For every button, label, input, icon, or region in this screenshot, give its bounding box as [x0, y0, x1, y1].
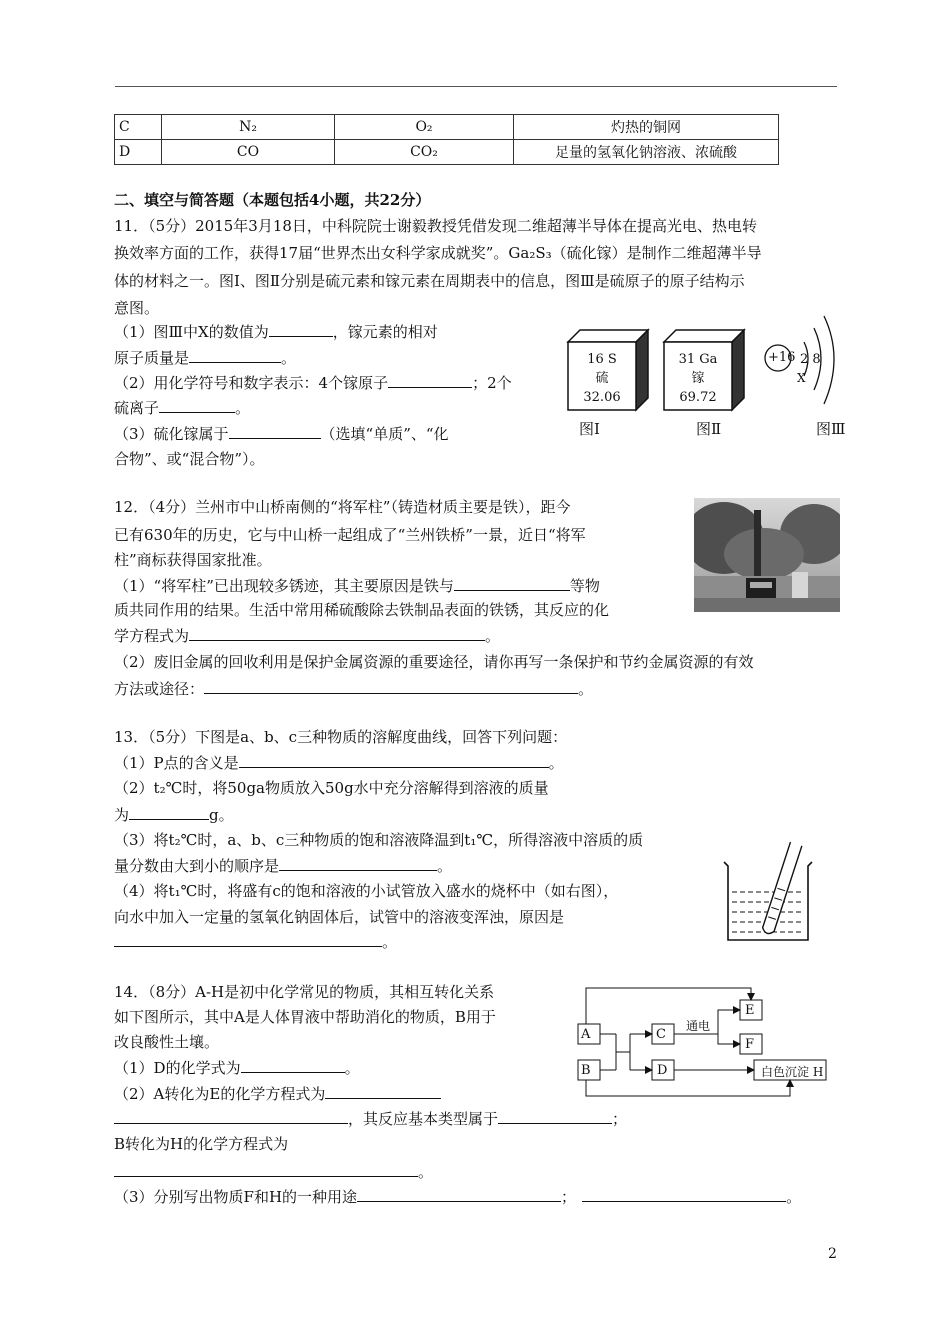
q11-text: ；2个 — [472, 374, 512, 392]
table-row — [115, 140, 779, 165]
q11-part2-cont — [114, 396, 250, 419]
general-pillar-photo — [694, 498, 840, 612]
q12-stem-line: 已有630年的历史，它与中山桥一起组成了“兰州铁桥”一景，近日“将军 — [114, 526, 586, 544]
q13-part2-cont — [114, 803, 234, 826]
q11-stem-line: 意图。 — [114, 299, 160, 317]
q13-part3: （3）将t₂℃时，a、b、c三种物质的饱和溶液降温到t₁℃，所得溶液中溶质的质 — [114, 831, 644, 849]
answer-blank[interactable] — [388, 371, 472, 388]
section-heading: 二、填空与简答题（本题包括4小题，共22分） — [114, 191, 431, 209]
q13-part4-cont: 向水中加入一定量的氢氧化钠固体后，试管中的溶液变浑浊，原因是 — [114, 908, 565, 926]
q11-text: （1）图Ⅲ中X的数值为 — [114, 323, 269, 341]
answer-blank[interactable] — [357, 1185, 561, 1202]
answer-blank[interactable] — [241, 1056, 345, 1073]
conversion-diagram — [572, 978, 838, 1102]
node-f: F — [745, 1037, 755, 1052]
q13-text: 为 — [114, 806, 130, 824]
q12-text: 学方程式为 — [114, 627, 190, 645]
element-name: 硫 — [595, 371, 609, 386]
answer-blank[interactable] — [454, 574, 570, 591]
photo-graphic — [694, 498, 840, 612]
q12-part1-cont — [114, 624, 500, 647]
beaker-graphic — [720, 840, 816, 944]
element-name: 镓 — [691, 371, 705, 386]
table-cell: O₂ — [335, 115, 514, 140]
q11-part2 — [114, 371, 512, 394]
figure-caption: 图Ⅲ — [816, 420, 846, 438]
q12-text: （1）“将军柱”已出现较多锈迹，其主要原因是铁与 — [114, 577, 454, 595]
q11-part1-cont — [114, 346, 296, 369]
q14-part2-cont — [114, 1107, 627, 1130]
q11-part3-cont: 合物”、或“混合物”）。 — [114, 450, 265, 468]
q14-text: ； — [561, 1188, 577, 1206]
answer-blank[interactable] — [239, 751, 549, 768]
q13-text: 。 — [548, 754, 564, 772]
q11-text: 。 — [281, 349, 297, 367]
q11-part3 — [114, 422, 449, 445]
q14-text: （1）D的化学式为 — [114, 1059, 241, 1077]
node-h: 白色沉淀 H — [761, 1065, 824, 1079]
q12-stem-line: 柱”商标获得国家批准。 — [114, 551, 272, 569]
q13-text: 量分数由大到小的顺序是 — [114, 857, 280, 875]
q11-text: （选填“单质”、“化 — [320, 425, 449, 443]
q14-stem-line: 如下图所示，其中A是人体胃液中帮助消化的物质，B用于 — [114, 1008, 496, 1026]
conversion-diagram-graphic — [572, 978, 838, 1102]
atomic-number-symbol: 16 S — [587, 352, 617, 367]
table-cell: N₂ — [162, 115, 335, 140]
q13-stem-line: 13．（5分）下图是a、b、c三种物质的溶解度曲线，回答下列问题： — [114, 728, 568, 746]
answer-blank[interactable] — [229, 422, 321, 439]
q13-part1 — [114, 751, 564, 774]
q13-text: 。 — [437, 857, 453, 875]
q12-text: 。 — [485, 627, 501, 645]
nucleus-charge: +16 — [768, 350, 796, 365]
answer-blank[interactable] — [204, 677, 578, 694]
q14-text: ； — [612, 1110, 628, 1128]
header-rule — [115, 86, 837, 87]
answer-blank[interactable] — [325, 1082, 441, 1099]
q12-part2: （2）废旧金属的回收利用是保护金属资源的重要途径，请你再写一条保护和节约金属资源的有效 — [114, 653, 754, 671]
table-cell: CO₂ — [335, 140, 514, 165]
node-d: D — [657, 1063, 668, 1078]
q11-text: 原子质量是 — [114, 349, 190, 367]
q12-text: 等物 — [569, 577, 600, 595]
atomic-mass: 69.72 — [679, 390, 717, 405]
q11-text: 硫离子 — [114, 399, 160, 417]
arrow-label-electrolysis: 通电 — [686, 1019, 711, 1033]
answer-blank[interactable] — [159, 396, 235, 413]
table-cell: C — [115, 115, 162, 140]
q14-part2 — [114, 1082, 441, 1105]
q11-part1 — [114, 320, 438, 343]
table-cell: 足量的氢氧化钠溶液、浓硫酸 — [514, 140, 779, 165]
q13-part4-cont — [114, 930, 397, 953]
q14-part1 — [114, 1056, 360, 1079]
electron-shells: 2 8 — [800, 352, 821, 367]
q14-stem-line: 改良酸性土壤。 — [114, 1033, 220, 1051]
table-cell: D — [115, 140, 162, 165]
atomic-number-symbol: 31 Ga — [678, 352, 718, 367]
q14-text: （3）分别写出物质F和H的一种用途 — [114, 1188, 358, 1206]
q13-text: 。 — [382, 933, 398, 951]
answer-blank[interactable] — [269, 320, 333, 337]
q13-text: g。 — [209, 806, 234, 824]
answer-blank[interactable] — [279, 854, 437, 871]
answer-blank[interactable] — [189, 346, 281, 363]
q11-stem-line: 体的材料之一。图Ⅰ、图Ⅱ分别是硫元素和镓元素在周期表中的信息，图Ⅲ是硫原子的原子结构示 — [114, 272, 745, 290]
q12-part2-cont — [114, 677, 593, 700]
q14-part2-cont — [114, 1160, 433, 1183]
q11-text: 。 — [235, 399, 251, 417]
element-card-sulfur-text — [568, 350, 636, 407]
table-cell: CO — [162, 140, 335, 165]
options-table — [114, 114, 779, 165]
q11-stem-line: 11．（5分）2015年3月18日，中科院院士谢毅教授凭借发现二维超薄半导体在提高光电、热电转 — [114, 217, 757, 235]
atomic-mass: 32.06 — [583, 390, 621, 405]
q14-text: 。 — [786, 1188, 802, 1206]
q11-text: （2）用化学符号和数字表示：4个镓原子 — [114, 374, 389, 392]
q13-part4: （4）将t₁℃时，将盛有c的饱和溶液的小试管放入盛水的烧杯中（如右图）， — [114, 882, 619, 900]
answer-blank[interactable] — [129, 803, 209, 820]
node-e: E — [745, 1003, 755, 1018]
q13-text: （1）P点的含义是 — [114, 754, 239, 772]
q13-part3-cont — [114, 854, 452, 877]
q11-text: （3）硫化镓属于 — [114, 425, 229, 443]
q11-stem-line: 换效率方面的工作，获得17届“世界杰出女科学家成就奖”。Ga₂S₃（硫化镓）是制作二维超薄半导 — [114, 244, 762, 262]
q14-text: （2）A转化为E的化学方程式为 — [114, 1085, 326, 1103]
answer-blank[interactable] — [582, 1185, 786, 1202]
table-cell: 灼热的铜网 — [514, 115, 779, 140]
q14-text: ，其反应基本类型属于 — [348, 1110, 499, 1128]
q14-part3 — [114, 1185, 801, 1208]
q14-text: 。 — [344, 1059, 360, 1077]
q14-text: 。 — [418, 1163, 434, 1181]
page-number: 2 — [828, 1246, 837, 1262]
beaker-test-tube-diagram — [720, 840, 816, 944]
q14-part2-cont: B转化为H的化学方程式为 — [114, 1135, 289, 1153]
answer-blank[interactable] — [114, 1107, 348, 1124]
q14-stem-line: 14．（8分）A-H是初中化学常见的物质，其相互转化关系 — [114, 983, 495, 1001]
q12-part1-cont: 质共同作用的结果。生活中常用稀硫酸除去铁制品表面的铁锈，其反应的化 — [114, 601, 610, 619]
figure-caption: 图Ⅱ — [696, 420, 722, 438]
q11-text: ，镓元素的相对 — [332, 323, 438, 341]
figure-caption: 图Ⅰ — [579, 420, 600, 438]
table-row — [115, 115, 779, 140]
q12-part1 — [114, 574, 600, 597]
answer-blank[interactable] — [189, 624, 485, 641]
q12-text: 方法或途径： — [114, 680, 205, 698]
node-a: A — [581, 1027, 591, 1042]
q12-stem-line: 12．（4分）兰州市中山桥南侧的“将军柱”（铸造材质主要是铁），距今 — [114, 498, 571, 516]
q13-part2: （2）t₂℃时，将50ga物质放入50g水中充分溶解得到溶液的质量 — [114, 779, 549, 797]
answer-blank[interactable] — [498, 1107, 612, 1124]
q12-text: 。 — [578, 680, 594, 698]
answer-blank[interactable] — [114, 930, 382, 947]
element-card-gallium-text — [664, 350, 732, 407]
node-b: B — [581, 1063, 591, 1078]
answer-blank[interactable] — [114, 1160, 418, 1177]
unknown-x: X — [797, 371, 806, 385]
node-c: C — [656, 1027, 666, 1042]
